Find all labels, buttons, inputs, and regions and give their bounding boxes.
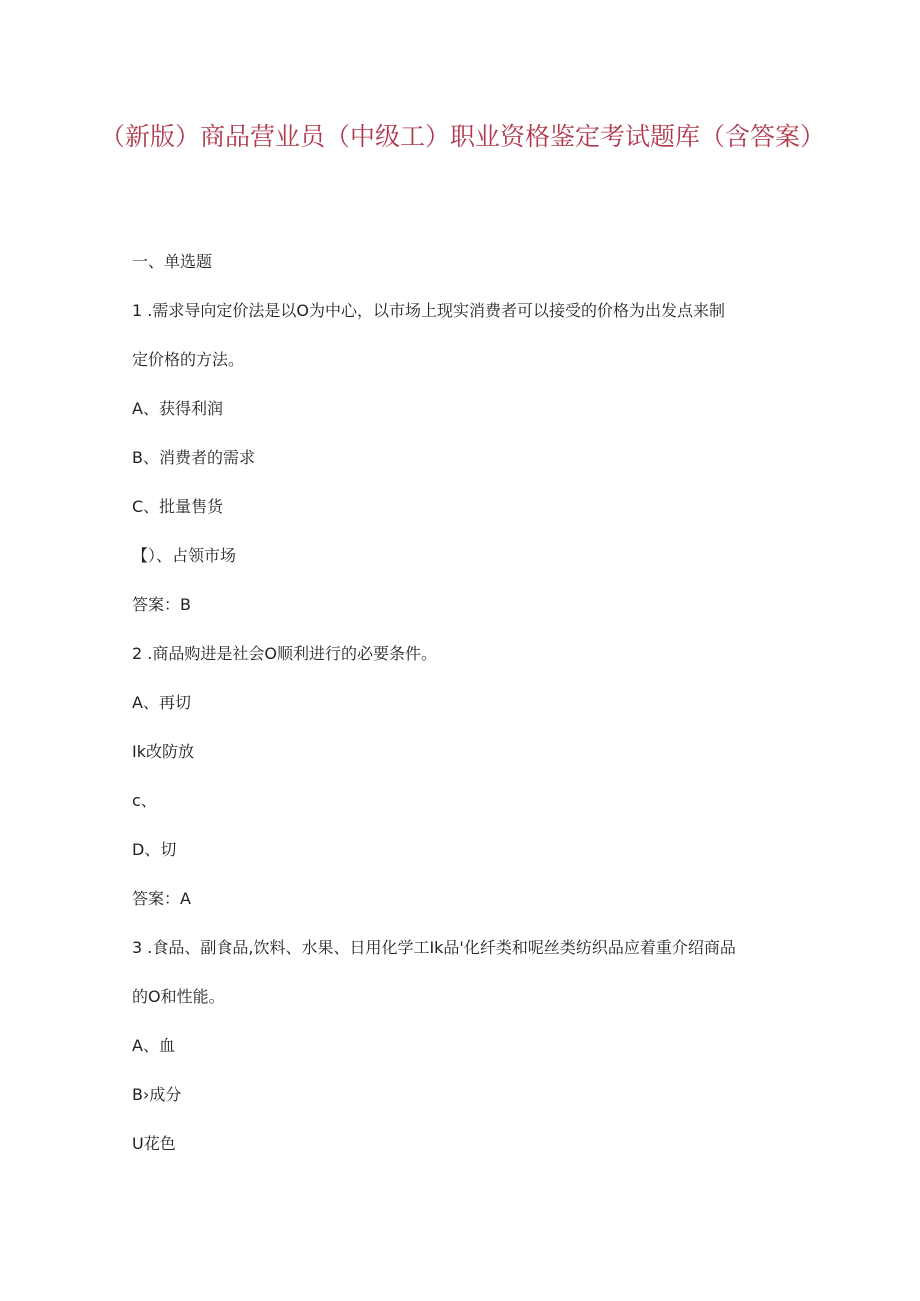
question-3-option-b: B›成分 [132, 1085, 182, 1104]
question-1-option-c: C、批量售货 [132, 497, 224, 516]
question-1-option-b: B、消费者的需求 [132, 448, 255, 467]
question-2-option-d: D、切 [132, 840, 177, 859]
question-3-text-cont: 的O和性能。 [132, 987, 225, 1006]
question-3-option-c: U花色 [132, 1134, 176, 1153]
question-2-answer: 答案：A [132, 889, 191, 908]
question-2-text: 2 .商品购进是社会O顺利进行的必要条件。 [132, 644, 437, 663]
question-1-text-cont: 定价格的方法。 [132, 350, 245, 369]
document-title: （新版）商品营业员（中级工）职业资格鉴定考试题库（含答案） [100, 122, 826, 151]
question-1-option-a: A、获得利润 [132, 399, 223, 418]
question-1-option-d: 【）、占领市场 [132, 546, 237, 565]
question-3-text: 3 .食品、副食品,饮料、水果、日用化学工Ik品'化纤类和呢丝类纺织品应着重介绍商品 [132, 938, 736, 957]
question-3-option-a: A、血 [132, 1036, 175, 1055]
question-1-answer: 答案：B [132, 595, 191, 614]
question-1-text: 1 .需求导向定价法是以O为中心，以市场上现实消费者可以接受的价格为出发点来制 [132, 301, 725, 320]
question-2-option-b: Ik改防放 [132, 742, 194, 761]
section-heading: 一、单选题 [132, 252, 213, 271]
question-2-option-c: c、 [132, 791, 157, 810]
question-2-option-a: A、再切 [132, 693, 191, 712]
